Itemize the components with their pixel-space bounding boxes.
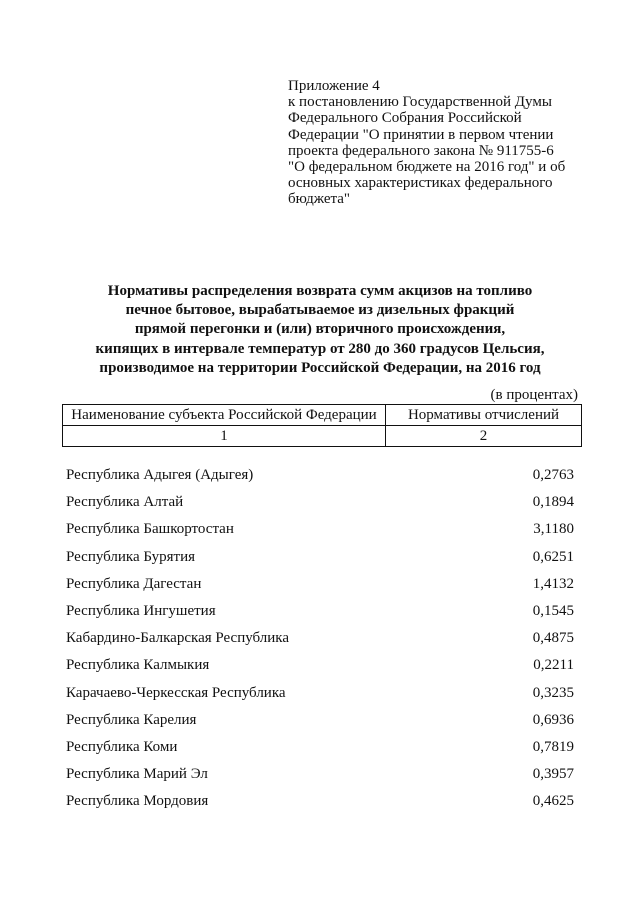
- table-body: [66, 462, 574, 815]
- table-row: [66, 788, 574, 815]
- table-row: [66, 598, 574, 625]
- title-line: Нормативы распределения возврата сумм акцизов на топливо: [107, 283, 533, 299]
- subject-name: Республика Башкортостан: [66, 521, 234, 538]
- table-row: [66, 462, 574, 489]
- subject-name: Республика Адыгея (Адыгея): [66, 467, 254, 484]
- table-row: [66, 734, 574, 761]
- title-line: производимое на территории Российской Федерации, на 2016 год: [99, 359, 541, 376]
- document-title: [60, 282, 580, 378]
- table-row: [66, 652, 574, 679]
- table-row: [66, 707, 574, 734]
- norm-value: 3,1180: [533, 521, 574, 538]
- norm-value: 1,4132: [532, 575, 574, 592]
- norm-value: 0,3957: [532, 766, 574, 783]
- table-row: [66, 571, 574, 598]
- column-number-2: 2: [386, 426, 582, 447]
- appendix-block: [288, 78, 608, 208]
- appendix-line: Приложение 4: [288, 78, 380, 94]
- norm-value: 0,6251: [532, 548, 574, 565]
- table-row: [66, 489, 574, 516]
- column-number-row: [63, 426, 582, 447]
- table-row: [66, 516, 574, 543]
- norm-value: 0,2211: [533, 657, 574, 674]
- subject-name: Республика Мордовия: [66, 793, 209, 810]
- appendix-line: бюджета": [288, 191, 351, 208]
- subject-name: Республика Марий Эл: [66, 766, 208, 783]
- subject-name: Республика Ингушетия: [66, 603, 216, 620]
- title-line: прямой перегонки и (или) вторичного происхождения,: [134, 321, 506, 338]
- appendix-line: Федерации "О принятии в первом чтении: [288, 126, 554, 143]
- subject-name: Республика Коми: [66, 738, 178, 755]
- subject-name: Республика Карелия: [66, 711, 197, 728]
- appendix-line: Федерального Собрания Российской: [288, 110, 522, 127]
- subject-name: Карачаево-Черкесская Республика: [66, 684, 286, 701]
- appendix-line: проекта федерального закона № 911755-6: [288, 142, 554, 159]
- appendix-line: основных характеристиках федерального: [288, 175, 553, 192]
- table-row: [66, 625, 574, 652]
- table-row: [66, 680, 574, 707]
- subject-name: Республика Калмыкия: [66, 657, 210, 674]
- column-header-norms: Нормативы отчислений: [386, 405, 582, 426]
- norm-value: 0,1545: [532, 603, 574, 620]
- norm-value: 0,1894: [532, 494, 574, 511]
- title-line: кипящих в интервале температур от 280 до 360 градусов Цельсия,: [95, 340, 545, 357]
- norm-value: 0,7819: [532, 738, 574, 755]
- norm-value: 0,2763: [532, 467, 574, 484]
- subject-name: Кабардино-Балкарская Республика: [66, 630, 290, 647]
- header-row: [63, 405, 582, 426]
- subject-name: Республика Дагестан: [66, 575, 202, 592]
- appendix-line: к постановлению Государственной Думы: [288, 94, 552, 111]
- title-line: печное бытовое, вырабатываемое из дизельных фракций: [125, 302, 515, 319]
- subject-name: Республика Бурятия: [66, 548, 196, 565]
- appendix-line: "О федеральном бюджете на 2016 год" и об: [288, 159, 566, 176]
- norm-value: 0,6936: [532, 711, 574, 728]
- units-note: (в процентах): [490, 387, 578, 403]
- norm-value: 0,4875: [532, 630, 574, 647]
- column-header-subject: Наименование субъекта Российской Федерации: [63, 405, 386, 426]
- table-row: [66, 544, 574, 571]
- norm-value: 0,4625: [532, 793, 574, 810]
- norm-value: 0,3235: [532, 684, 574, 701]
- column-number-1: 1: [63, 426, 386, 447]
- table-row: [66, 761, 574, 788]
- subject-name: Республика Алтай: [66, 494, 184, 511]
- table-header: [62, 404, 582, 447]
